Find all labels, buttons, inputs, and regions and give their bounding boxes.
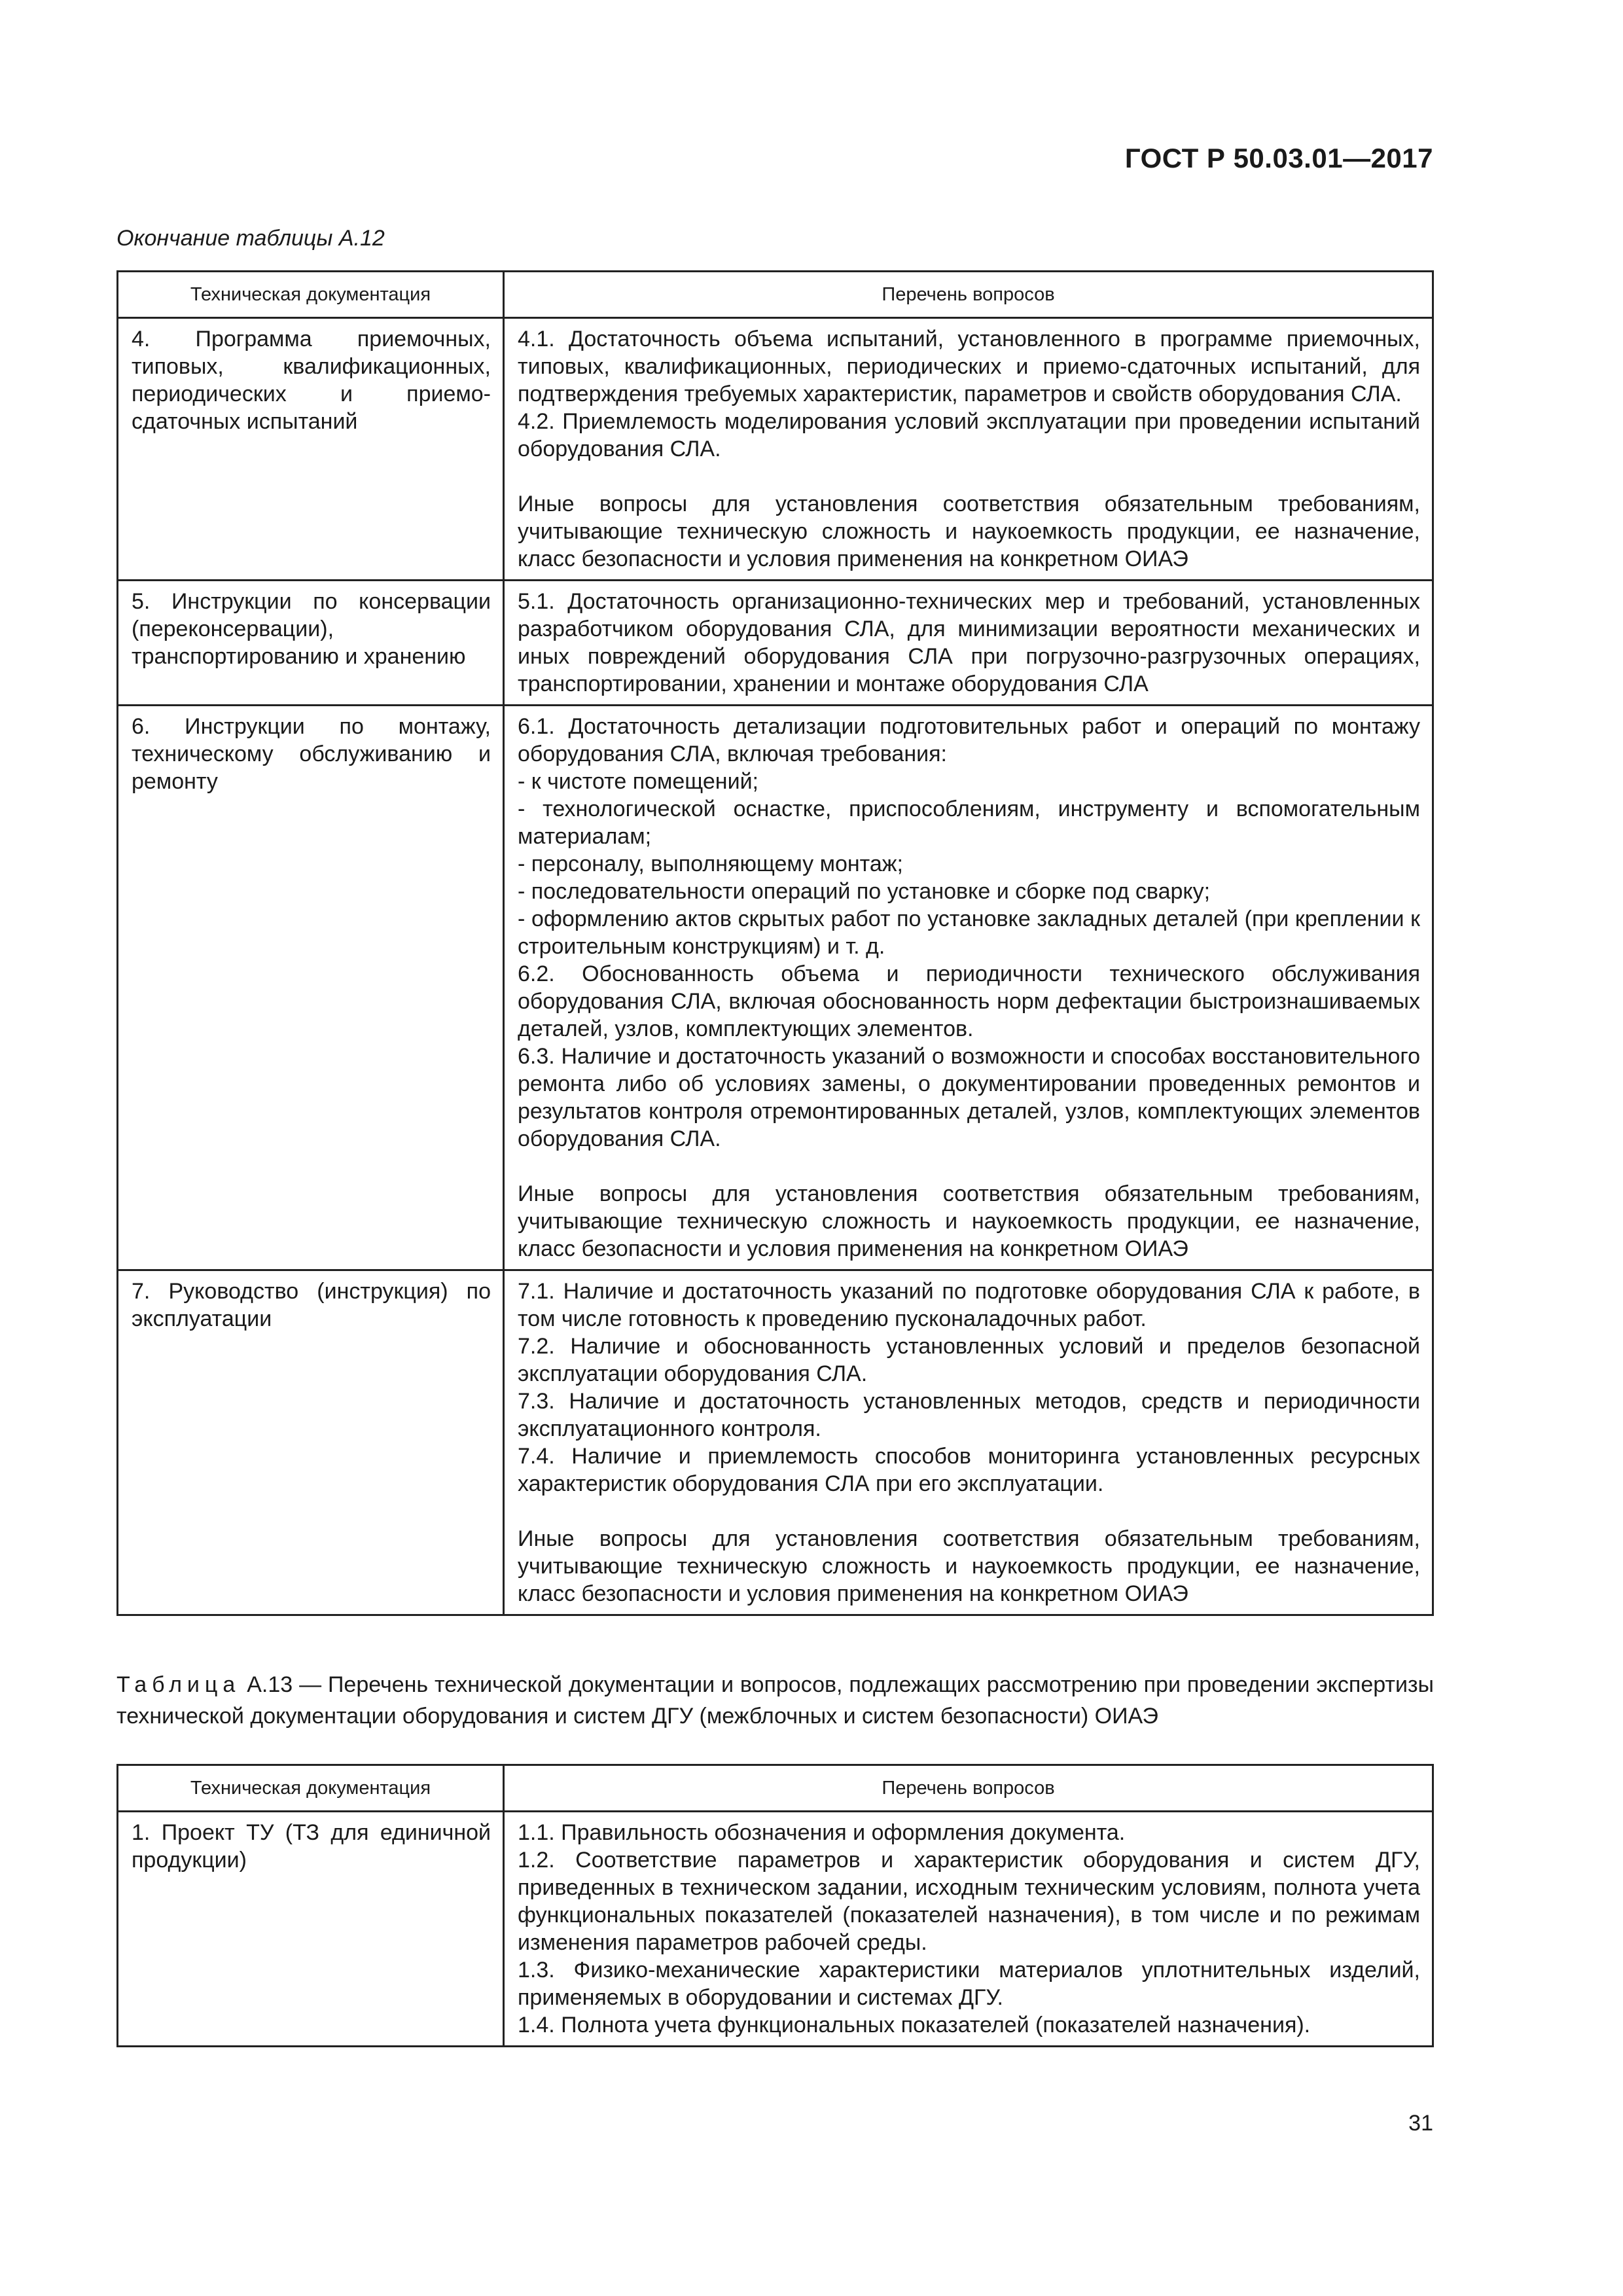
question-item: 4.1. Достаточность объема испытаний, установленного в программе приемочных, типовых, квалификационных, периодических и приемо-сдаточных испытаний, для подтверждения требуемых характеристик, параметров и свойств оборудования СЛА.: [518, 327, 1420, 406]
question-item: - персоналу, выполняющему монтаж;: [518, 852, 903, 876]
documentation-cell: 5. Инструкции по консервации (переконсервации), транспортированию и хранению: [118, 581, 504, 706]
column-header-questions: Перечень вопросов: [504, 1765, 1433, 1812]
table-caption-text: А.13 — Перечень технической документации и вопросов, подлежащих рассмотрению при проведении экспертизы технической документации оборудования и систем ДГУ (межблочных и систем безопасности) ОИАЭ: [116, 1672, 1434, 1729]
expertise-table-a12: [116, 270, 1434, 1616]
table-row: [118, 706, 1433, 1270]
questions-cell: [504, 1812, 1433, 2047]
question-item: 1.1. Правильность обозначения и оформления документа.: [518, 1820, 1126, 1845]
question-item: 7.4. Наличие и приемлемость способов мониторинга установленных ресурсных характеристик оборудования СЛА при его эксплуатации.: [518, 1444, 1420, 1496]
questions-cell: [504, 706, 1433, 1270]
table-row: [118, 1270, 1433, 1615]
table-a13-caption: [116, 1669, 1434, 1732]
other-questions: Иные вопросы для установления соответствия обязательным требованиям, учитывающие техническую сложность и наукоемкость продукции, ее назначение, класс безопасности и условия применения на конкретном ОИАЭ: [518, 1181, 1420, 1261]
questions-cell: [504, 318, 1433, 581]
table-row: [118, 318, 1433, 581]
question-item: 7.2. Наличие и обоснованность установленных условий и пределов безопасной эксплуатации оборудования СЛА.: [518, 1334, 1420, 1386]
question-item: 6.3. Наличие и достаточность указаний о возможности и способах восстановительного ремонта либо об условиях замены, о документировании проведенных ремонтов и результатов контроля отремонтированных деталей, узлов, комплектующих элементов оборудования СЛА.: [518, 1044, 1420, 1151]
table-row: [118, 581, 1433, 706]
document-code: ГОСТ Р 50.03.01—2017: [1124, 143, 1433, 173]
page-number: 31: [1408, 2111, 1433, 2136]
column-header-documentation: Техническая документация: [118, 272, 504, 318]
question-item: - к чистоте помещений;: [518, 769, 759, 794]
question-item: 1.3. Физико-механические характеристики материалов уплотнительных изделий, применяемых в оборудовании и системах ДГУ.: [518, 1958, 1420, 2010]
documentation-cell: 1. Проект ТУ (ТЗ для единичной продукции): [118, 1812, 504, 2047]
question-item: 5.1. Достаточность организационно-технических мер и требований, установленных разработчиком оборудования СЛА, для минимизации вероятности механических и иных повреждений оборудования СЛА при погрузочно-разгрузочных операциях, транспортировании, хранении и монтаже оборудования СЛА: [518, 589, 1420, 696]
question-item: - технологической оснастке, приспособлениям, инструменту и вспомогательным материалам;: [518, 797, 1420, 849]
documentation-cell: 7. Руководство (инструкция) по эксплуатации: [118, 1270, 504, 1615]
question-item: 7.3. Наличие и достаточность установленных методов, средств и периодичности эксплуатационного контроля.: [518, 1389, 1420, 1441]
question-item: 4.2. Приемлемость моделирования условий эксплуатации при проведении испытаний оборудования СЛА.: [518, 409, 1420, 461]
questions-cell: [504, 1270, 1433, 1615]
column-header-questions: Перечень вопросов: [504, 272, 1433, 318]
table-header-row: [118, 1765, 1433, 1812]
question-item: - оформлению актов скрытых работ по установке закладных деталей (при креплении к строительным конструкциям) и т. д.: [518, 906, 1420, 959]
table-caption-label: Таблица: [116, 1672, 241, 1697]
question-item: - последовательности операций по установке и сборке под сварку;: [518, 879, 1211, 904]
table-header-row: [118, 272, 1433, 318]
documentation-cell: 6. Инструкции по монтажу, техническому обслуживанию и ремонту: [118, 706, 504, 1270]
column-header-documentation: Техническая документация: [118, 1765, 504, 1812]
question-item: 6.1. Достаточность детализации подготовительных работ и операций по монтажу оборудования СЛА, включая требования:: [518, 714, 1420, 766]
documentation-cell: 4. Программа приемочных, типовых, квалификационных, периодических и приемо-сдаточных испытаний: [118, 318, 504, 581]
questions-cell: [504, 581, 1433, 706]
question-item: 7.1. Наличие и достаточность указаний по подготовке оборудования СЛА к работе, в том числе готовность к проведению пусконаладочных работ.: [518, 1279, 1420, 1331]
other-questions: Иные вопросы для установления соответствия обязательным требованиям, учитывающие техническую сложность и наукоемкость продукции, ее назначение, класс безопасности и условия применения на конкретном ОИАЭ: [518, 492, 1420, 571]
question-item: 1.4. Полнота учета функциональных показателей (показателей назначения).: [518, 2013, 1311, 2037]
table-continuation-caption: Окончание таблицы А.12: [116, 226, 385, 251]
expertise-table-a13: [116, 1764, 1434, 2047]
question-item: 6.2. Обоснованность объема и периодичности технического обслуживания оборудования СЛА, включая обоснованность норм дефектации быстроизнашиваемых деталей, узлов, комплектующих элементов.: [518, 961, 1420, 1041]
question-item: 1.2. Соответствие параметров и характеристик оборудования и систем ДГУ, приведенных в техническом задании, исходным техническим условиям, полнота учета функциональных показателей (показателей назначения), в том числе и по режимам изменения параметров рабочей среды.: [518, 1848, 1420, 1955]
table-row: [118, 1812, 1433, 2047]
other-questions: Иные вопросы для установления соответствия обязательным требованиям, учитывающие техническую сложность и наукоемкость продукции, ее назначение, класс безопасности и условия применения на конкретном ОИАЭ: [518, 1526, 1420, 1606]
